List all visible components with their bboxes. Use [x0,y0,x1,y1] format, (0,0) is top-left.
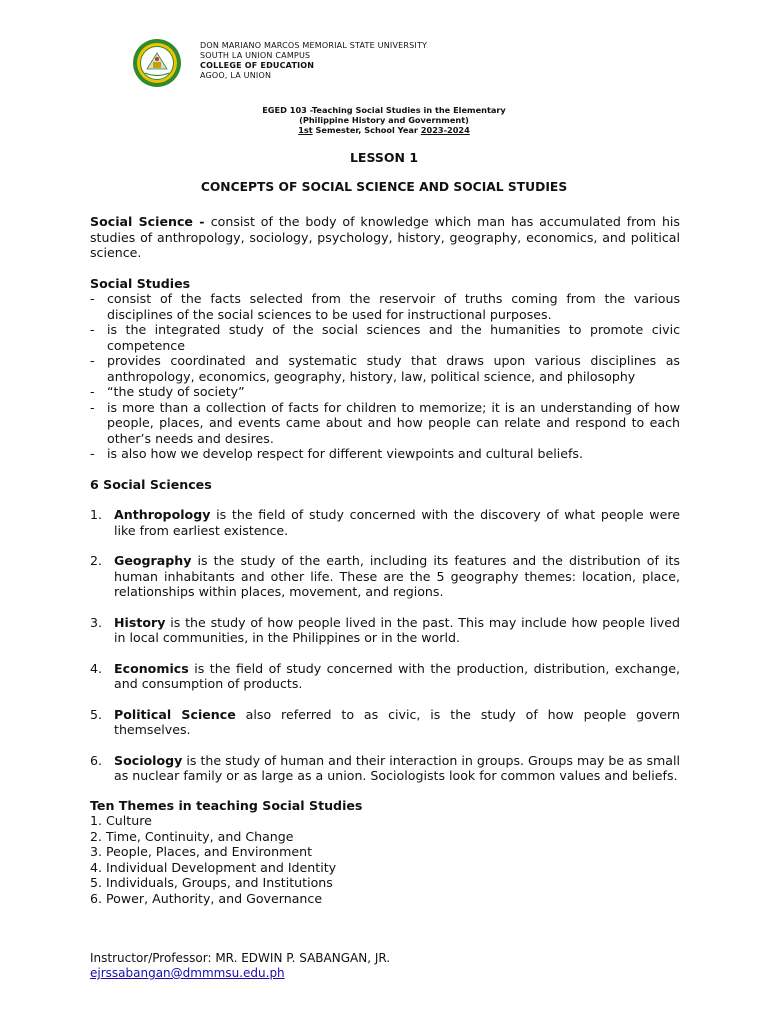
campus-name: SOUTH LA UNION CAMPUS [200,51,311,60]
lesson-content [90,214,680,906]
list-item [90,553,680,600]
science-text: is the field of study concerned with the production, distribution, exchange, and consumption of products. [114,660,680,691]
university-name: DON MARIANO MARCOS MEMORIAL STATE UNIVERSITY [200,41,428,50]
semester-line [0,125,768,135]
science-text: is the study of human and their interaction in groups. Groups may be as small as nuclear family or as large as a union. Sociologists look for common values and beliefs. [114,752,680,783]
social-science-term: Social Science - [90,214,211,229]
list-item: - consist of the facts selected from the reservoir of truths coming from the various disciplines of the social sciences to be used for instructional purposes. [90,291,680,322]
university-header [200,41,427,81]
science-term: Political Science [114,706,236,722]
science-text: is the study of the earth, including its features and the distribution of its human inhabitants and other life. These are the 5 geography themes: location, place, relationships within places, movement, and regions. [114,553,680,599]
item-number: 3. [90,614,103,630]
item-number: 5. [90,706,103,722]
list-item [90,707,680,738]
list-item [90,753,680,784]
science-term: Anthropology [114,507,211,522]
science-term: Sociology [114,752,183,768]
themes-list [90,813,680,906]
semester-ordinal: 1st [298,125,313,135]
six-sciences-list [90,507,680,784]
item-number: 1. [90,507,103,522]
list-item: 4. Individual Development and Identity [90,859,337,875]
list-item: - “the study of society” [90,384,680,400]
lesson-title: CONCEPTS OF SOCIAL SCIENCE AND SOCIAL STUDIES [200,180,568,194]
school-year: 2023-2024 [420,125,470,135]
location: AGOO, LA UNION [200,71,272,80]
instructor-email-link[interactable]: ejrssabangan@dmmmsu.edu.ph [90,966,285,980]
list-item: 3. People, Places, and Environment [90,844,313,859]
social-studies-heading: Social Studies [90,275,191,291]
item-number: 6. [90,752,103,768]
science-text: is the study of how people lived in the past. This may include how people lived in local communities, in the Philippines or in the world. [114,614,680,645]
six-sciences-heading: 6 Social Sciences [90,476,212,492]
social-science-text: consist of the body of knowledge which man has accumulated from his studies of anthropology, sociology, psychology, history, geography, economics, and political science. [90,214,680,260]
course-title: EGED 103 -Teaching Social Studies in the Elementary [262,105,506,115]
list-item: - is also how we develop respect for different viewpoints and cultural beliefs. [90,446,680,462]
list-item: - is more than a collection of facts for children to memorize; it is an understanding of how people, places, and events came about and how people can relate and respond to each other’s needs and desires. [90,400,680,447]
science-text: is the field of study concerned with the discovery of what people were like from earliest existence. [114,507,680,538]
footer [90,951,390,981]
list-item [90,507,680,538]
list-item: 1. Culture [90,813,152,828]
course-subtitle: (Philippine History and Government) [299,115,469,125]
university-seal-icon [132,38,182,88]
instructor-name: Instructor/Professor: MR. EDWIN P. SABANGAN, JR. [90,951,391,965]
social-studies-list [90,291,680,462]
list-item: 5. Individuals, Groups, and Institutions [90,875,333,890]
science-text: also referred to as civic, is the study of how people govern themselves. [114,706,680,737]
science-term: Economics [114,660,189,676]
social-science-definition [90,214,680,261]
lesson-number: LESSON 1 [349,150,419,165]
science-term: History [114,614,166,630]
list-item: - provides coordinated and systematic study that draws upon various disciplines as anthropology, economics, geography, history, law, political science, and philosophy [90,353,680,384]
list-item: 2. Time, Continuity, and Change [90,828,294,844]
list-item: - is the integrated study of the social sciences and the humanities to promote civic competence [90,322,680,353]
college-name: COLLEGE OF EDUCATION [200,61,315,70]
item-number: 4. [90,660,103,676]
list-item: 6. Power, Authority, and Governance [90,890,323,906]
course-info [0,105,768,135]
semester-text: Semester, School Year [312,125,421,135]
themes-heading: Ten Themes in teaching Social Studies [90,797,363,813]
list-item [90,661,680,692]
item-number: 2. [90,553,103,568]
science-term: Geography [114,553,192,568]
list-item [90,615,680,646]
